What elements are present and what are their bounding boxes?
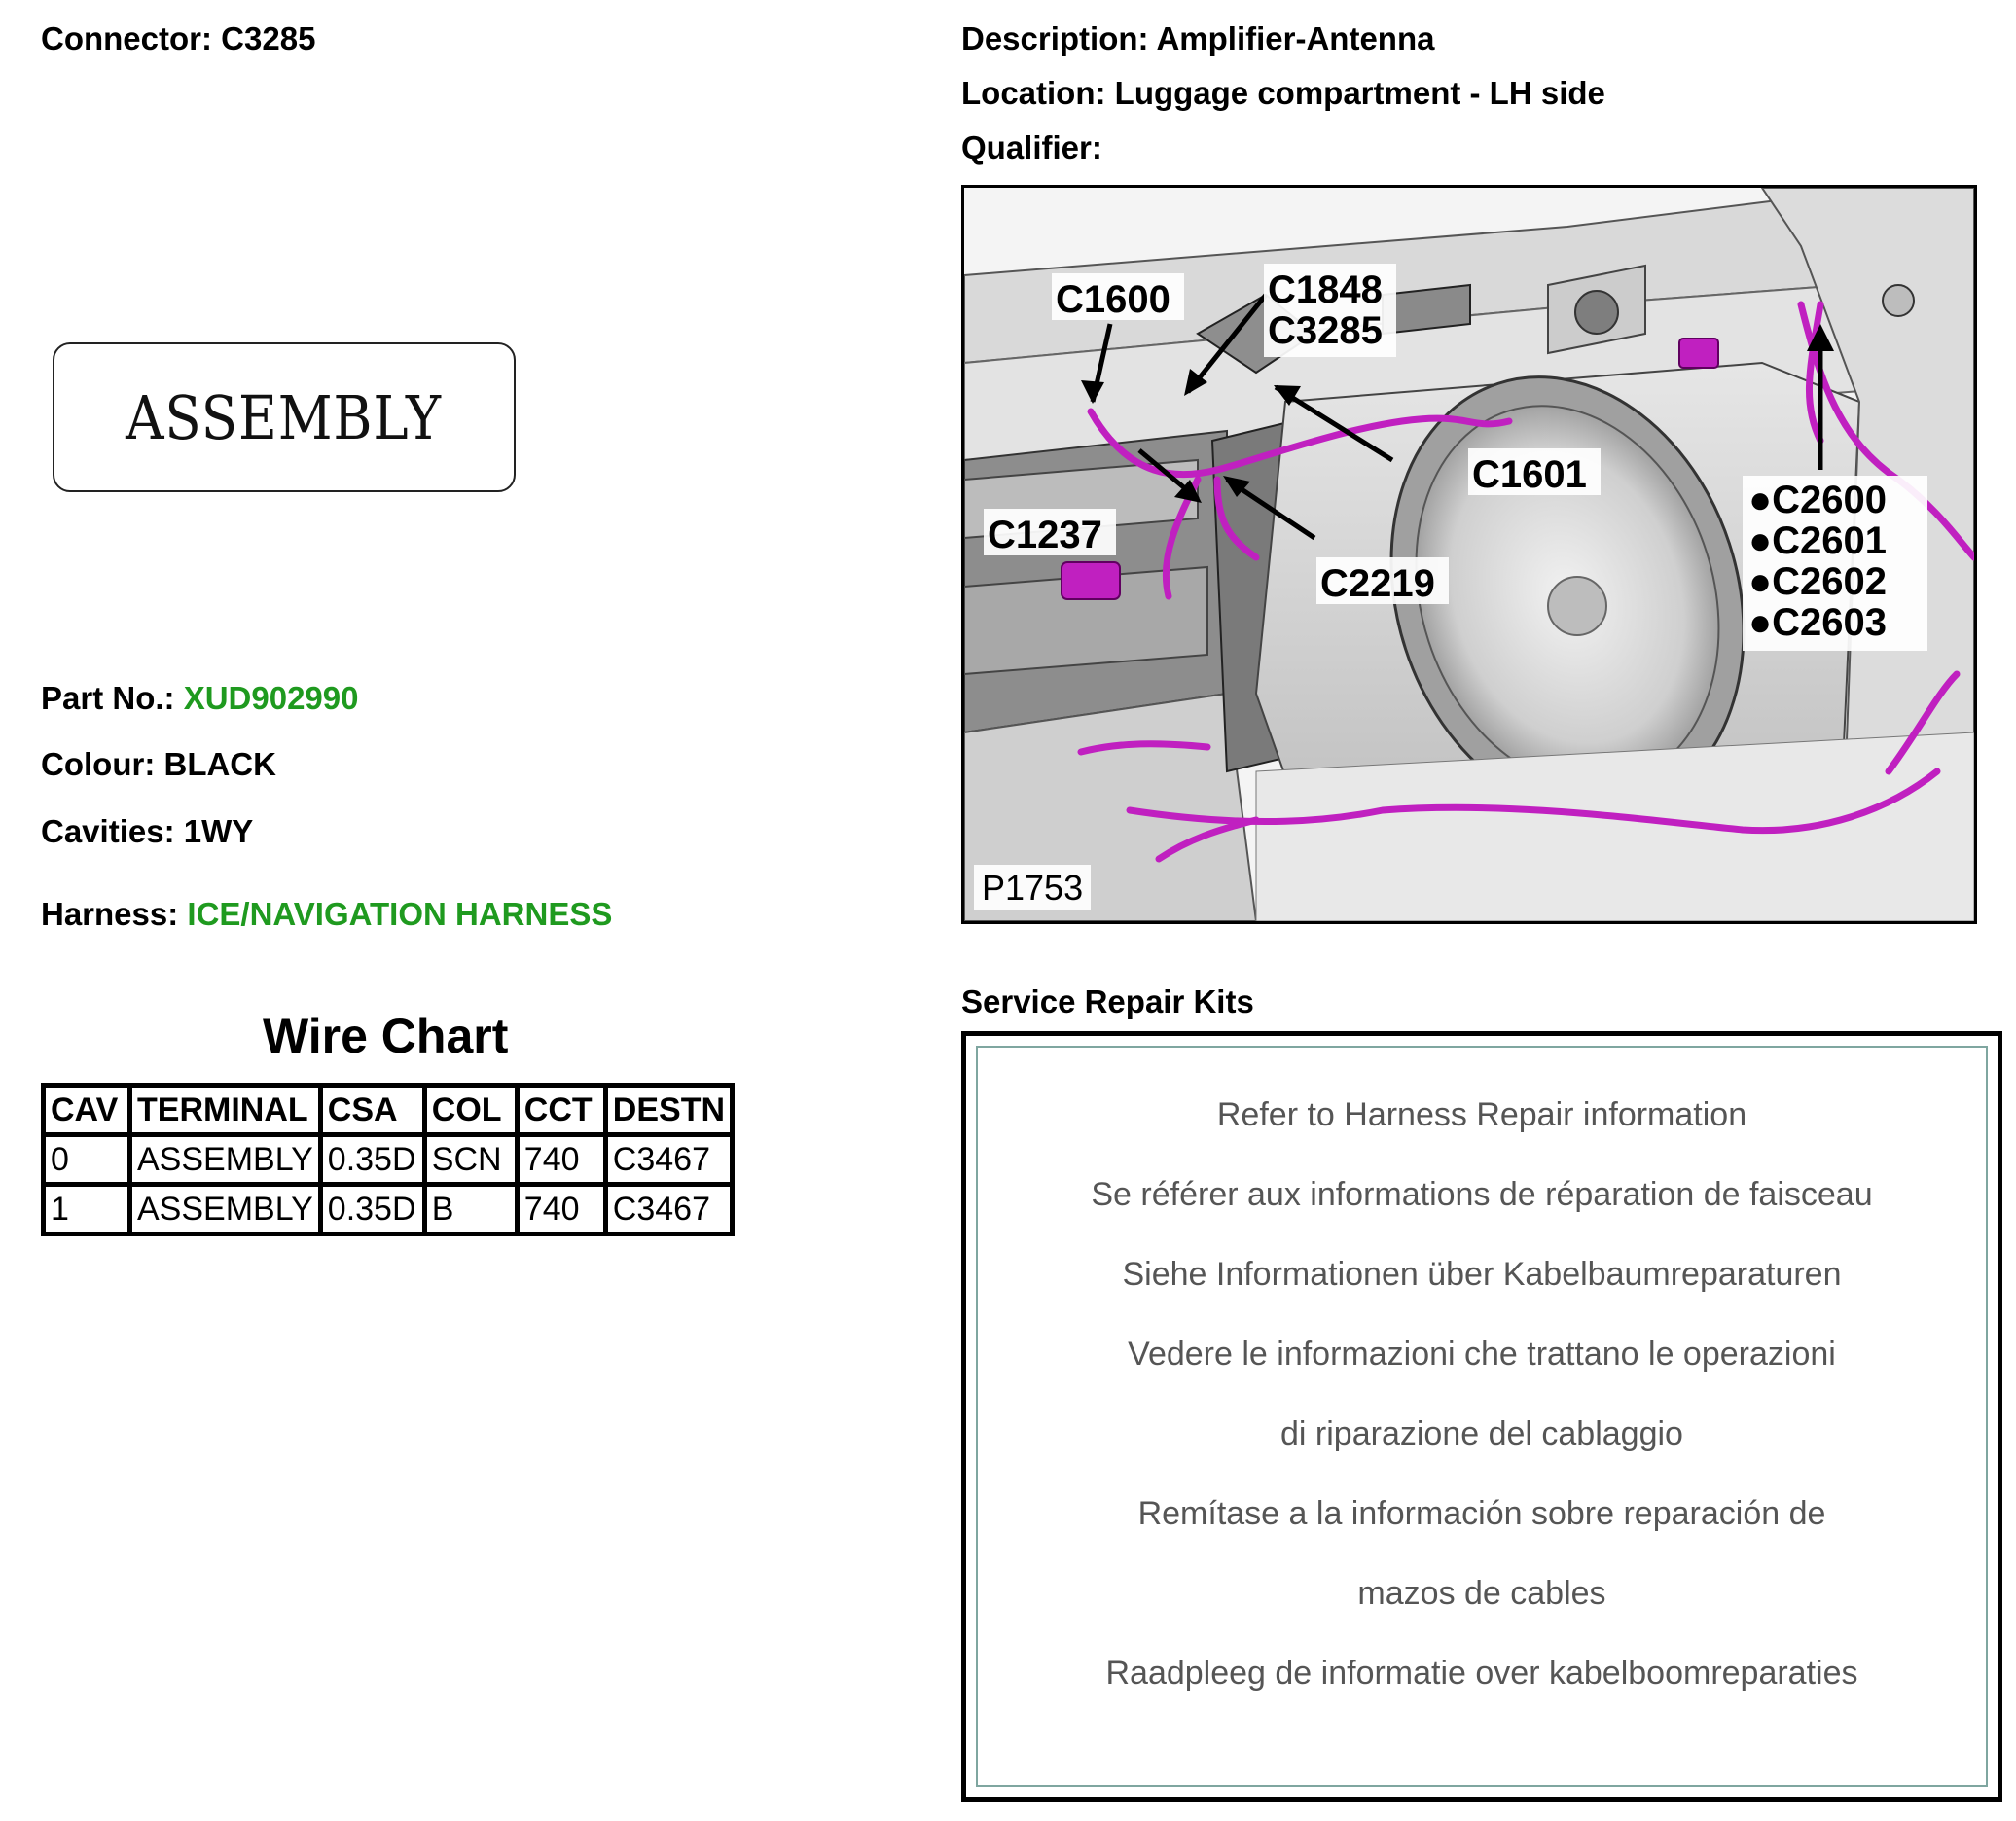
callout-c2603[interactable]: ●C2603 [1748,601,1888,644]
table-row [44,1185,733,1234]
header-cct: CCT [517,1086,605,1135]
callout-c2602[interactable]: ●C2602 [1748,560,1888,603]
kit-line-de: Siehe Informationen über Kabelbaumreparaturen [1122,1256,1842,1293]
description-value: Amplifier-Antenna [1156,20,1435,56]
cell-cav: 0 [44,1135,130,1185]
cell-cav: 1 [44,1185,130,1234]
location-field [961,74,1605,113]
location-label: Location: [961,75,1115,111]
cell-cct: 740 [517,1185,605,1234]
kit-line-es-2: mazos de cables [1357,1575,1606,1612]
cell-destn[interactable]: C3467 [605,1135,732,1185]
connector-field [41,19,315,58]
cell-destn[interactable]: C3467 [605,1185,732,1234]
cavities-value: 1WY [183,813,254,849]
location-diagram [961,185,1977,924]
part-number-field [41,679,358,718]
cell-terminal: ASSEMBLY [130,1185,321,1234]
header-csa: CSA [320,1086,424,1135]
kit-line-it-2: di riparazione del cablaggio [1280,1415,1683,1452]
location-value: Luggage compartment - LH side [1114,75,1605,111]
service-repair-kits-inner [976,1046,1988,1787]
service-repair-kits-title: Service Repair Kits [961,983,1254,1019]
cell-terminal: ASSEMBLY [130,1135,321,1185]
callout-c2600[interactable]: ●C2600 [1748,479,1888,521]
cell-csa: 0.35D [320,1135,424,1185]
assembly-image-text: ASSEMBLY [126,381,443,453]
header-destn: DESTN [605,1086,732,1135]
kit-line-nl: Raadpleeg de informatie over kabelboomreparaties [1105,1655,1858,1692]
header-col: COL [424,1086,517,1135]
connector-value: C3285 [221,20,316,56]
header-cav: CAV [44,1086,130,1135]
harness-field [41,895,612,934]
wire-chart-table [41,1083,735,1236]
description-label: Description: [961,20,1157,56]
cell-csa: 0.35D [320,1185,424,1234]
cell-col: B [424,1185,517,1234]
luggage-compartment-illustration [964,188,1974,921]
cell-col: SCN [424,1135,517,1185]
part-number-link[interactable]: XUD902990 [183,680,359,716]
connector-label: Connector: [41,20,222,56]
callout-c2601[interactable]: ●C2601 [1748,519,1888,562]
wire-chart-header-row [44,1086,733,1135]
service-repair-kits-box [961,1031,2002,1802]
kit-line-es-1: Remítase a la información sobre reparación de [1137,1495,1826,1532]
description-field [961,19,1434,58]
connector-face-image [53,342,516,492]
colour-label: Colour: [41,746,164,782]
colour-value: BLACK [163,746,276,782]
image-reference: P1753 [982,868,1084,908]
callout-c1848[interactable]: C1848 [1268,268,1383,311]
cavities-label: Cavities: [41,813,184,849]
kit-line-it-1: Vedere le informazioni che trattano le operazioni [1128,1336,1836,1373]
qualifier-label: Qualifier: [961,129,1102,165]
wire-chart-title: Wire Chart [263,1009,509,1063]
cavities-field [41,812,253,851]
harness-link[interactable]: ICE/NAVIGATION HARNESS [187,896,613,932]
header-terminal: TERMINAL [130,1086,321,1135]
qualifier-field [961,128,1102,167]
kit-line-fr: Se référer aux informations de réparation de faisceau [1091,1176,1873,1213]
callout-c1600[interactable]: C1600 [1056,278,1170,321]
harness-label: Harness: [41,896,188,932]
part-number-label: Part No.: [41,680,184,716]
callout-c1601[interactable]: C1601 [1472,453,1587,496]
callout-c1237[interactable]: C1237 [988,514,1102,556]
callout-c2219[interactable]: C2219 [1320,562,1435,605]
cell-cct: 740 [517,1135,605,1185]
table-row [44,1135,733,1185]
kit-line-en: Refer to Harness Repair information [1216,1096,1747,1133]
callout-c3285[interactable]: C3285 [1268,309,1383,352]
colour-field [41,745,276,784]
